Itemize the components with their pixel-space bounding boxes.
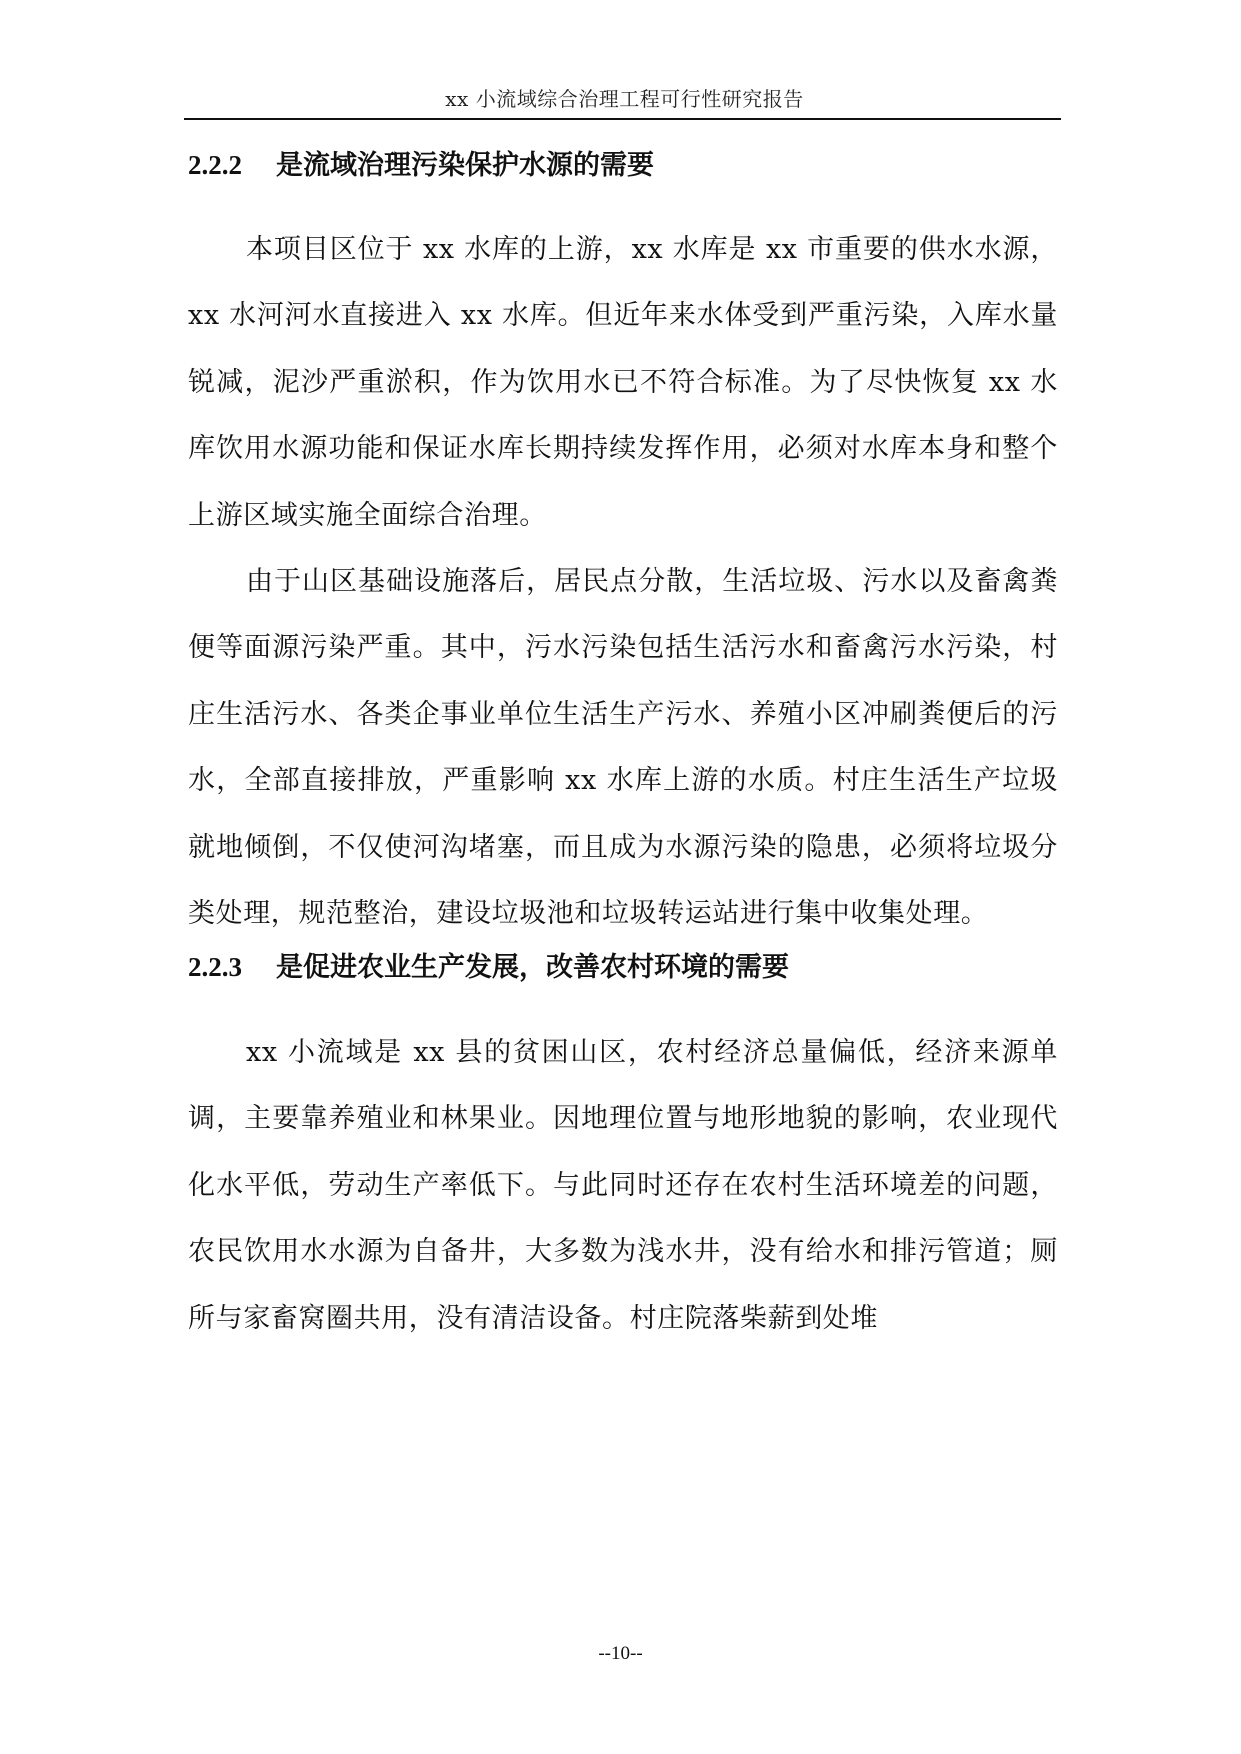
page-number: --10-- — [598, 1643, 643, 1664]
section-heading-2-2-3 — [188, 947, 1058, 988]
paragraph-agriculture: xx 小流域是 xx 县的贫困山区，农村经济总量偏低，经济来源单调，主要靠养殖业和林果业。因地理位置与地形地貌的影响，农业现代化水平低，劳动生产率低下。与此同时还存在农村生活环境差的问题，农民饮用水水源为自备井，大多数为浅水井，没有给水和排污管道；厕所与家畜窝圈共用，没有清洁设备。村庄院落柴薪到处堆 — [188, 1037, 1058, 1334]
paragraph-pollution: 由于山区基础设施落后，居民点分散，生活垃圾、污水以及畜禽粪便等面源污染严重。其中，污水污染包括生活污水和畜禽污水污染，村庄生活污水、各类企事业单位生活生产污水、养殖小区冲刷粪便后的污水，全部直接排放，严重影响 xx 水库上游的水质。村庄生活生产垃圾就地倾倒，不仅使河沟堵塞，而且成为水源污染的隐患，必须将垃圾分类处理，规范整治，建设垃圾池和垃圾转运站进行集中收集处理。 — [188, 566, 1058, 930]
section-title: 是促进农业生产发展，改善农村环境的需要 — [276, 952, 789, 983]
section-heading-2-2-2 — [188, 145, 1058, 186]
section-number: 2.2.2 — [188, 150, 242, 180]
paragraph-water-source: 本项目区位于 xx 水库的上游，xx 水库是 xx 市重要的供水水源，xx 水河河水直接进入 xx 水库。但近年来水体受到严重污染，入库水量锐减，泥沙严重淤积，作为饮用水已不符合标准。为了尽快恢复 xx 水库饮用水源功能和保证水库长期持续发挥作用，必须对水库本身和整个上游区域实施全面综合治理。 — [188, 234, 1058, 531]
header-rule — [184, 118, 1061, 120]
section-title: 是流域治理污染保护水源的需要 — [276, 150, 654, 181]
running-header: xx 小流域综合治理工程可行性研究报告 — [445, 87, 804, 111]
section-number: 2.2.3 — [188, 952, 242, 982]
